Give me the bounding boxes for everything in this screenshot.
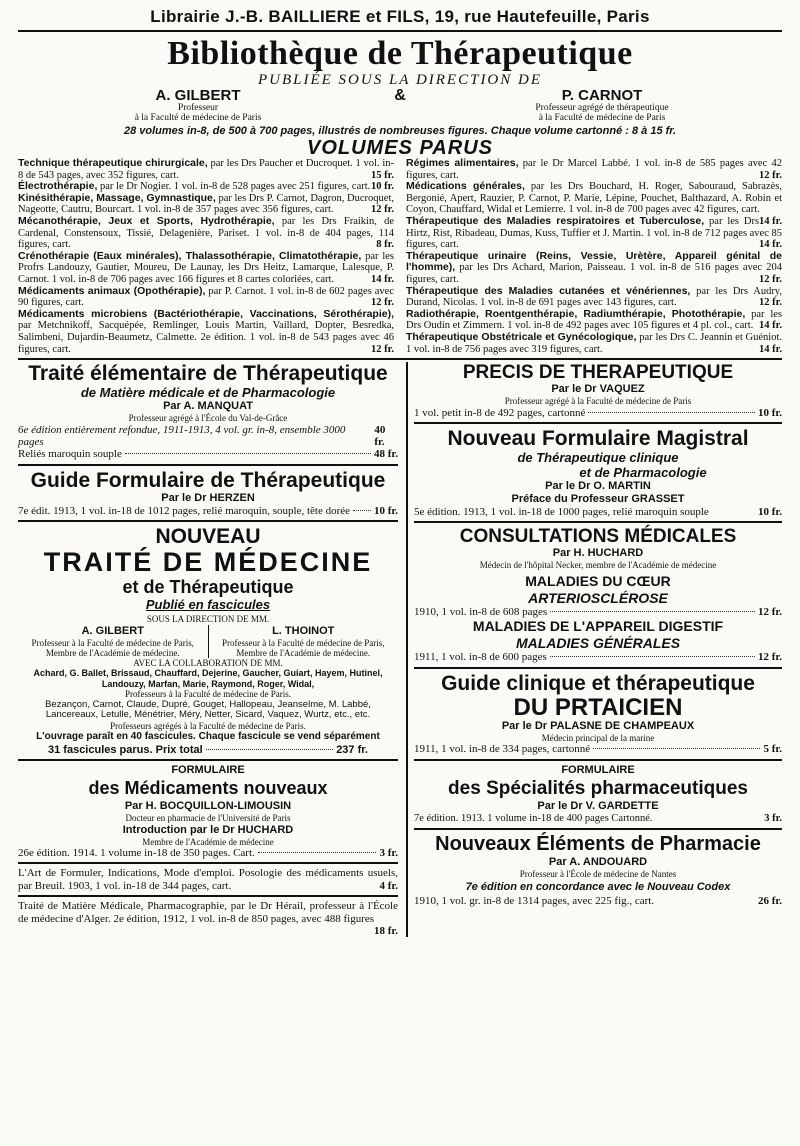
volume-title: Thérapeutique des Maladies cutanées et vénériennes, <box>406 284 691 297</box>
volume-entry <box>406 286 782 309</box>
volume-price: 14 fr. <box>759 343 782 355</box>
ampersand: & <box>394 87 406 104</box>
volume-price: 15 fr. <box>371 169 394 181</box>
art-formuler-block: L'Art de Formuler, Indications, Mode d'emploi. Posologie des médicaments usuels, par Breuil. 1903, 1 vol. in-18 de 344 pages, cart. 4 fr. <box>18 867 398 897</box>
volume-description: par les Drs P. Carnot, Dagron, Ducroquet, Nageotte, Cautru, Bourcart. 1 vol. in-8 de 357 pages avec 356 figures, cart. <box>18 192 394 216</box>
volumes-right-column <box>406 158 782 355</box>
volume-entry <box>406 309 782 332</box>
traite-matiere-block: Traité de Matière Médicale, Pharmacographie, par le Dr Hérail, professeur à l'École de médecine d'Alger. 2e édition, 1912, 1 vol. in-8 de 850 pages, avec 488 figures 18 fr. <box>18 900 398 938</box>
volume-price: 14 fr. <box>759 320 782 332</box>
consultations-block: CONSULTATIONS MÉDICALES Par H. HUCHARD Médecin de l'hôpital Necker, membre de l'Académie de médecine MALADIES DU CŒUR ARTERIOSCLÉROSE 1910, 1 vol. in-8 de 608 pages 12 fr. MALADIES DE L'APPAREIL DIGESTIF MALADIES GÉNÉRALES 1911, 1 vol. in-8 de 600 pages 12 fr. <box>414 526 782 668</box>
nouveaux-elements-title: Nouveaux Éléments de Pharmacie <box>435 833 761 856</box>
precis-title: PRECIS DE THERAPEUTIQUE <box>462 362 734 384</box>
nouveaux-elements-block: Nouveaux Éléments de Pharmacie Par A. ANDOUARD Professeur à l'École de médecine de Nantes 7e édition en concordance avec le Nouveau Codex 1910, 1 vol. gr. in-8 de 1314 pages, avec 225 fig., cart. 26 fr. <box>414 833 782 907</box>
volume-entry <box>18 251 394 286</box>
volume-title: Technique thérapeutique chirurgicale, <box>18 157 208 169</box>
formulaire-specialites-block: FORMULAIRE des Spécialités pharmaceutiques Par le Dr V. GARDETTE 7e édition. 1913. 1 volume in-18 de 400 pages Cartonné. 3 fr. <box>414 764 782 830</box>
volume-title: Médicaments microbiens (Bactériothérapie, Vaccinations, Sérothérapie), <box>18 307 394 320</box>
volume-entry <box>406 332 782 355</box>
volume-description: par les Drs Audry, Durand, Nicolas. 1 vol. in-8 de 691 pages avec 143 figures, cart. <box>406 285 783 309</box>
lower-right-column <box>406 362 782 937</box>
formulaire-medicaments-title: des Médicaments nouveaux <box>88 778 328 799</box>
volumes-parus-heading: VOLUMES PARUS <box>307 137 493 159</box>
volume-price: 14 fr. <box>371 273 394 285</box>
traite-elementaire-title: Traité élémentaire de Thérapeutique <box>28 362 388 386</box>
volume-description: par les Drs Achard, Marion, Paisseau. 1 vol. in-8 de 516 pages avec 204 figures, cart. <box>406 262 782 285</box>
page-title: Bibliothèque de Thérapeutique <box>167 35 633 72</box>
volume-title: Kinésithérapie, Massage, Gymnastique, <box>18 191 216 204</box>
publisher-line: Librairie J.-B. BAILLIERE et FILS, 19, rue Hautefeuille, Paris <box>18 6 782 32</box>
volume-description: par les Profrs Landouzy, Gautier, Moureu, De Launay, les Drs Heitz, Lamarque, Lalesque, P. Carnot. 1 vol. in-8 de 706 pages avec 166 figures et 8 cartes coloriées, cart. <box>18 250 395 285</box>
volume-title: Crénothérapie (Eaux minérales), Thalassothérapie, Climatothérapie, <box>18 249 362 262</box>
nouveau-formulaire-title: Nouveau Formulaire Magistral <box>447 427 749 450</box>
volume-title: Électrothérapie, <box>18 180 98 193</box>
guide-formulaire-title: Guide Formulaire de Thérapeutique <box>30 468 386 492</box>
formulaire-medicaments-block: FORMULAIRE des Médicaments nouveaux Par H. BOCQUILLON-LIMOUSIN Docteur en pharmacie de l'Université de Paris Introduction par le Dr HUCHARD Membre de l'Académie de médecine 26e édition. 1914. 1 volume in-18 de 350 pages. Cart. 3 fr. <box>18 764 398 864</box>
volume-price: 12 fr. <box>759 169 782 181</box>
volume-entry <box>18 193 394 216</box>
volume-title: Thérapeutique Obstétricale et Gynécologique, <box>406 330 637 343</box>
volume-title: Mécanothérapie, Jeux et Sports, Hydrothérapie, <box>18 214 275 227</box>
volume-price: 12 fr. <box>371 204 394 216</box>
directors <box>18 88 782 123</box>
volume-title: Médicaments animaux (Opothérapie), <box>18 284 206 297</box>
nouveau-formulaire-block: Nouveau Formulaire Magistral de Thérapeutique clinique et de Pharmacologie Par le Dr O. MARTIN Préface du Professeur GRASSET 5e édition. 1913, 1 vol. in-18 de 1000 pages, relié maroquin souple 10 fr. <box>414 427 782 523</box>
guide-clinique-block: Guide clinique et thérapeutique DU PRTAICIEN Par le Dr PALASNE DE CHAMPEAUX Médecin principal de la marine 1911, 1 vol. in-8 de 334 pages, cartonné 5 fr. <box>414 672 782 761</box>
catalogue-page <box>18 0 782 1140</box>
volume-description: par les Drs Hirtz, Rist, Ribadeau, Dumas, Kuss, Tuffier et J. Martin. 1 vol. in-8 de 712 pages avec 85 figures, cart. <box>406 215 783 251</box>
volume-price: 14 fr. <box>759 239 782 251</box>
volume-price: 12 fr. <box>371 297 394 309</box>
volume-entry <box>406 158 782 181</box>
volume-title: Radiothérapie, Roentgenthérapie, Radiumthérapie, Photothérapie, <box>406 307 746 320</box>
guide-formulaire-block: Guide Formulaire de Thérapeutique Par le Dr HERZEN 7e édit. 1913, 1 vol. in-18 de 1012 pages, relié maroquin, souple, tête dorée 10 fr. <box>18 469 398 522</box>
nouveau-traite-block: NOUVEAU TRAITÉ DE MÉDECINE et de Thérapeutique Publié en fascicules SOUS LA DIRECTION DE MM. A. GILBERT Professeur à la Faculté de médecine de Paris, Membre de l'Académie de médecine. L. THOINOT Professeur à la Faculté de médecine de Paris, Membre de l'Académie de médecine. AVEC LA COLLABORATION DE MM. Achard, G. Ballet, Brissaud, Chauffard, Dejerine, Gaucher, Guiart, Hayem, Hutinel, Landouzy, Marfan, Marie, Raymond, Roger, Widal, Professeurs à la Faculté de médecine de Paris. Bezançon, Carnot, Claude, Dupré, Gouget, Hallopeau, Jeanselme, M. Labbé, Lancereaux, Letulle, Ménétrier, Méry, Netter, Sicard, Vaquez, Wurtz, etc., etc. Professeurs agrégés à la Faculté de médecine de Paris. L'ouvrage paraît en 40 fascicules. Chaque fascicule se vend séparément 31 fascicules parus. Prix total 237 fr. <box>18 525 398 761</box>
volumes-summary: 28 volumes in-8, de 500 à 700 pages, illustrés de nombreuses figures. Chaque volume cartonné : 8 à 15 fr. <box>123 125 677 137</box>
volume-price: 10 fr. <box>371 181 394 193</box>
volumes-left-column <box>18 158 394 355</box>
volume-entry <box>18 286 394 309</box>
volume-description: par Metchnikoff, Sacquépée, Remlinger, Louis Martin, Vaillard, Dopter, Besredka, Salimbeni, Dujardin-Beaumetz, Calmette. 2e édition. 1 vol. in-8 de 543 pages avec 46 figures, cart. <box>18 320 394 355</box>
volume-entry <box>18 216 394 251</box>
volume-price: 12 fr. <box>371 343 394 355</box>
volume-title: Régimes alimentaires, <box>406 157 519 169</box>
nouveau-traite-title: TRAITÉ DE MÉDECINE <box>43 547 373 578</box>
lower-section <box>18 358 782 937</box>
volume-price: 12 fr. <box>759 273 782 285</box>
volume-entry <box>406 216 782 251</box>
volumes-list <box>18 158 782 355</box>
traite-elementaire-block: Traité élémentaire de Thérapeutique de Matière médicale et de Pharmacologie Par A. MANQUAT Professeur agrégé à l'École du Val-de-Grâce 6e édition entièrement refondue, 1911-1913, 4 vol. gr. in-8, ensemble 3000 pages 40 fr. Reliés maroquin souple 48 fr. <box>18 362 398 466</box>
volume-title: Thérapeutique urinaire (Reins, Vessie, Urètère, Appareil génital de l'homme), <box>406 249 782 274</box>
volume-description: par les Drs C. Jeannin et Guéniot. 1 vol. in-8 de 756 pages avec 319 figures, cart. <box>406 331 783 355</box>
volume-entry <box>18 309 394 355</box>
guide-clinique-title: Guide clinique et thérapeutique <box>441 671 755 695</box>
volume-description: par le Dr Nogier. 1 vol. in-8 de 528 pages avec 251 figures, cart. <box>100 181 371 193</box>
volume-price: 12 fr. <box>759 297 782 309</box>
volume-description: par les Drs Bouchard, H. Roger, Sabouraud, Sabrazès, Bergonié, Apert, Rauzier, P. Carnot, P. Marie, Lépine, Pouchet, Balthazard, A. Robin et Coyon, Chauffard, Widal et Lemierre. 1 vol. in-8 de 700 pages avec 42 figures, cart. <box>406 181 782 216</box>
volume-title: Médications générales, <box>406 180 525 193</box>
page-subtitle: PUBLIÉE SOUS LA DIRECTION DE <box>257 72 543 88</box>
nouveau-traite-directors: A. GILBERT Professeur à la Faculté de médecine de Paris, Membre de l'Académie de médecine. L. THOINOT Professeur à la Faculté de médecine de Paris, Membre de l'Académie de médecine. <box>18 625 398 658</box>
volume-title: Thérapeutique des Maladies respiratoires et Tuberculose, <box>406 214 705 227</box>
lower-left-column <box>18 362 398 937</box>
director-gilbert: A. GILBERT Professeur à la Faculté de médecine de Paris <box>134 87 262 123</box>
precis-block: PRECIS DE THERAPEUTIQUE Par le Dr VAQUEZ Professeur agrégé à la Faculté de médecine de Paris 1 vol. petit in-8 de 492 pages, cartonné 10 fr. <box>414 362 782 424</box>
volume-price: 14 fr. <box>759 215 782 227</box>
volume-entry <box>18 158 394 181</box>
volume-price: 8 fr. <box>376 239 394 251</box>
volume-entry <box>406 251 782 286</box>
formulaire-specialites-title: des Spécialités pharmaceutiques <box>448 777 748 799</box>
volume-description: par P. Carnot. 1 vol. in-8 de 602 pages avec 90 figures, cart. <box>18 285 394 309</box>
volume-description: par les Drs Oudin et Zimmern. 1 vol. in-8 de 492 pages avec 105 figures et 4 pl. col., cart. <box>406 308 783 332</box>
volume-description: par les Drs Paucher et Ducroquet. 1 vol. in-8 de 543 pages, avec 352 figures, cart. <box>18 158 395 181</box>
consultations-title: CONSULTATIONS MÉDICALES <box>459 526 737 548</box>
volume-description: par les Drs Fraikin, de Cardenal, Constensoux, Tissié, Delagenière, Pariset. 1 vol. in-8 de 404 pages, 114 figures, cart. <box>18 215 394 251</box>
volume-description: par le Dr Marcel Labbé. 1 vol. in-8 de 585 pages avec 42 figures, cart. <box>406 158 782 181</box>
director-carnot: P. CARNOT Professeur agrégé de thérapeutique à la Faculté de médecine de Paris <box>535 87 669 123</box>
